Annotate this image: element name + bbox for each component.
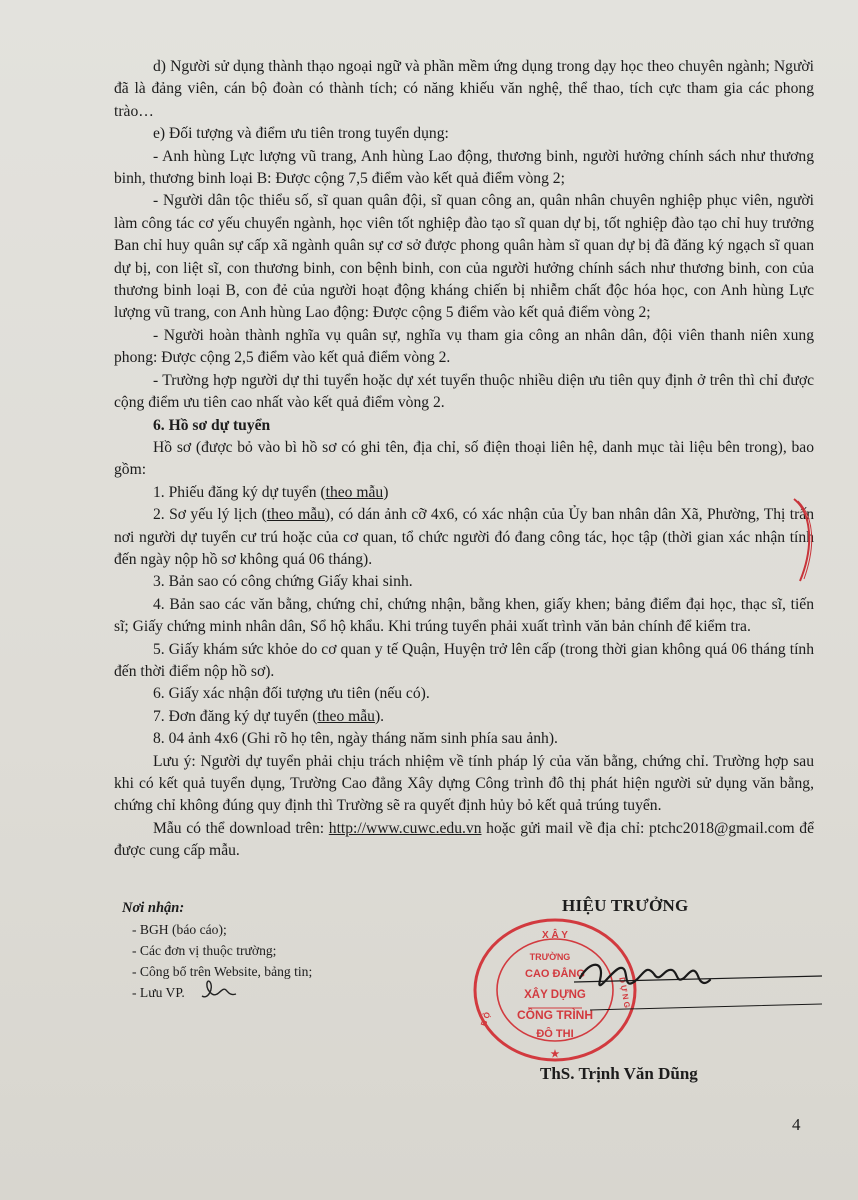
document-item-4: 4. Bản sao các văn bằng, chứng chỉ, chứng nhận, bằng khen, giấy khen; bảng điểm đại học, thạc sĩ, tiến sĩ; Giấy chứng minh nhân dân, Sổ hộ khẩu. Khi trúng tuyển phải xuất trình văn bản chính để kiểm tra. — [114, 595, 814, 636]
signer-name: ThS. Trịnh Văn Dũng — [540, 1064, 698, 1083]
document-item-3: 3. Bản sao có công chứng Giấy khai sinh. — [153, 573, 413, 591]
priority-heading: e) Đối tượng và điểm ưu tiên trong tuyển dụng: — [153, 125, 449, 143]
stamp-line-3: XÂY DỰNG — [524, 989, 586, 1001]
signature-title: HIỆU TRƯỞNG — [562, 896, 689, 915]
document-item-2-text: 2. Sơ yếu lý lịch ( — [153, 506, 267, 524]
svg-text:★: ★ — [550, 1049, 560, 1060]
download-text: Mẫu có thể download trên: — [153, 819, 329, 837]
recipient-item: - BGH (báo cáo); — [132, 922, 227, 937]
recipients-title: Nơi nhận: — [122, 900, 185, 916]
priority-item-3: - Người hoàn thành nghĩa vụ quân sự, nghĩa vụ tham gia công an nhân dân, đội viên thanh niên xung phong: Được cộng 2,5 điểm vào kết quả điểm vòng 2. — [114, 326, 814, 367]
document-item-1 — [114, 482, 814, 504]
handwritten-initial — [200, 976, 240, 1004]
download-email-text: hoặc gửi mail về địa chỉ: ptchc2018@gmail.com để được cung cấp mẫu. — [114, 819, 814, 860]
document-item-5: 5. Giấy khám sức khỏe do cơ quan y tế Quận, Huyện trở lên cấp (trong thời gian không quá 06 tháng tính đến thời điểm nộp hồ sơ). — [114, 640, 814, 680]
stamp-line-1: TRƯỜNG — [529, 952, 571, 962]
document-item-7-close: ). — [374, 707, 385, 725]
document-item-7-text: 7. Đơn đăng ký dự tuyển ( — [153, 707, 318, 725]
stamp-line-2: CAO ĐẲNG — [525, 968, 585, 980]
document-item-8: 8. 04 ảnh 4x6 (Ghi rõ họ tên, ngày tháng năm sinh phía sau ảnh). — [153, 730, 558, 748]
recipient-item: - Các đơn vị thuộc trường; — [132, 943, 277, 958]
preferred-criteria-paragraph: d) Người sử dụng thành thạo ngoại ngữ và phần mềm ứng dụng trong dạy học theo chuyên ngành; Người đã là đảng viên, cán bộ đoàn có thành tích; có năng khiếu văn nghệ, thể thao, tích cực tham gia các phong trào… — [114, 58, 814, 120]
recipient-item: - Lưu VP. — [132, 985, 185, 1000]
stamp-ring-left: B Ộ — [478, 1010, 493, 1028]
page-number: 4 — [792, 1115, 801, 1134]
document-item-2-rest: ), có dán ảnh cỡ 4x6, có xác nhận của Ủy ban nhân dân Xã, Phường, Thị trấn nơi người dự tuyển cư trú hoặc của cơ quan, tổ chức người đó đang công tác, học tập (thời gian xác nhận tính đến ngày nộp hồ sơ không quá 06 tháng). — [114, 506, 815, 568]
website-link[interactable]: http://www.cuwc.edu.vn — [328, 819, 482, 837]
document-item-1-text: 1. Phiếu đăng ký dự tuyển ( — [153, 483, 326, 501]
note-paragraph: Lưu ý: Người dự tuyển phải chịu trách nhiệm về tính pháp lý của văn bằng, chứng chỉ. Trường hợp sau khi có kết quả tuyển dụng, Trường Cao đẳng Xây dựng Công trình đô thị phát hiện người sử dụng văn bằng, chứng chỉ không đúng quy định thì Trường sẽ ra quyết định hủy bỏ kết quả trúng tuyển. — [114, 752, 814, 815]
margin-bracket-mark — [790, 495, 820, 585]
document-item-7 — [114, 706, 814, 728]
form-template-link-7[interactable]: theo mẫu — [317, 707, 375, 725]
priority-item-2: - Người dân tộc thiểu số, sĩ quan quân đội, sĩ quan công an, quân nhân chuyên nghiệp phục viên, người làm công tác cơ yếu chuyển ngành, học viên tốt nghiệp đào tạo sĩ quan dự bị, tốt nghiệp đào tạo chỉ huy trưởng Ban chỉ huy quân sự cấp xã ngành quân sự cơ sở được phong quân hàm sĩ quan dự bị đã đăng ký ngạch sĩ quan dự bị, con liệt sĩ, con thương binh, con bệnh binh, con của người hưởng chính sách như thương binh, con của thương binh loại B, con đẻ của người hoạt động kháng chiến bị nhiễm chất độc hóa học, con Anh hùng Lực lượng vũ trang, con Anh hùng Lao động: Được cộng 5 điểm vào kết quả điểm vòng 2; — [114, 192, 814, 322]
priority-item-4: - Trường hợp người dự thi tuyển hoặc dự xét tuyển thuộc nhiều diện ưu tiên quy định ở trên thì chỉ được cộng điểm ưu tiên cao nhất vào kết quả điểm vòng 2. — [114, 371, 814, 412]
form-template-link-2[interactable]: theo mẫu — [266, 506, 325, 524]
document-body — [114, 56, 814, 863]
section-6-intro: Hồ sơ (được bỏ vào bì hồ sơ có ghi tên, địa chỉ, số điện thoại liên hệ, danh mục tài liệu bên trong), bao gồm: — [114, 438, 814, 479]
form-template-link-1[interactable]: theo mẫu — [325, 483, 384, 501]
priority-item-1: - Anh hùng Lực lượng vũ trang, Anh hùng Lao động, thương binh, người hưởng chính sách như thương binh, thương binh loại B: Được cộng 7,5 điểm vào kết quả điểm vòng 2; — [114, 147, 814, 188]
stamp-ring-right: D Ự N G — [617, 976, 632, 1009]
handwritten-signature — [560, 940, 830, 1020]
download-paragraph — [114, 818, 814, 863]
document-item-6: 6. Giấy xác nhận đối tượng ưu tiên (nếu có). — [153, 685, 430, 703]
stamp-line-5: ĐÔ THỊ — [536, 1028, 574, 1040]
recipient-item: - Công bố trên Website, bảng tin; — [132, 964, 313, 979]
stamp-ring-top: X Â Y — [542, 930, 568, 941]
document-item-1-close: ) — [383, 483, 389, 501]
stamp-line-4: CÔNG TRÌNH — [517, 1008, 593, 1022]
section-6-heading: 6. Hồ sơ dự tuyển — [153, 416, 271, 434]
document-item-2 — [114, 504, 814, 571]
